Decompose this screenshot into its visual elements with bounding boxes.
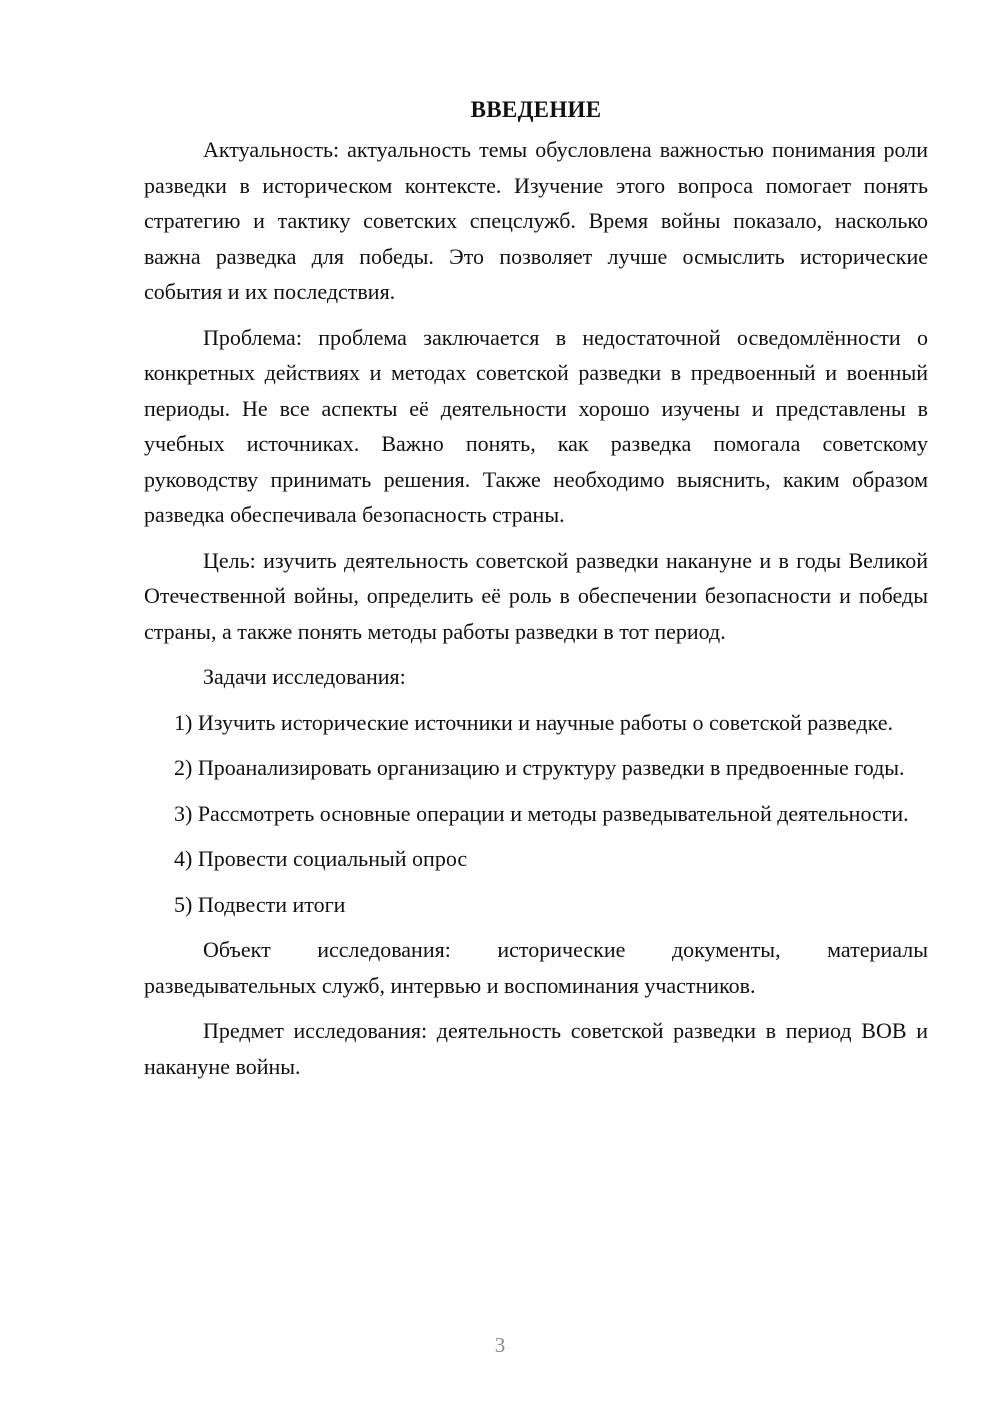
subject-paragraph: Предмет исследования: деятельность советской разведки в период ВОВ и накануне войны. — [144, 1018, 928, 1079]
page-number: 3 — [494, 1333, 506, 1357]
tasks-list — [144, 705, 928, 923]
goal-paragraph: Цель: изучить деятельность советской разведки накануне и в годы Великой Отечественной войны, определить её роль в обеспечении безопасности и победы страны, а также понять методы работы разведки в тот период. — [144, 547, 928, 644]
relevance-paragraph: Актуальность: актуальность темы обусловлена важностью понимания роли разведки в историческом контексте. Изучение этого вопроса помогает понять стратегию и тактику советских спецслужб. Время войны показало, насколько важна разведка для победы. Это позволяет лучше осмыслить исторические события и их последствия. — [144, 137, 928, 304]
task-item-1: 1) Изучить исторические источники и научные работы о советской разведке. — [174, 709, 894, 735]
task-item-4: 4) Провести социальный опрос — [174, 846, 468, 871]
task-item-3: 3) Рассмотреть основные операции и методы разведывательной деятельности. — [174, 800, 909, 826]
document-page — [144, 92, 928, 1094]
object-paragraph: Объект исследования: исторические документы, материалы разведывательных служб, интервью и воспоминания участников. — [144, 937, 928, 998]
problem-paragraph: Проблема: проблема заключается в недостаточной осведомлённости о конкретных действиях и методах советской разведки в предвоенный и военный периоды. Не все аспекты её деятельности хорошо изучены и представлены в учебных источниках. Важно понять, как разведка помогала советскому руководству принимать решения. Также необходимо выяснить, каким образом разведка обеспечивала безопасность страны. — [144, 324, 928, 527]
tasks-heading: Задачи исследования: — [203, 664, 406, 689]
task-item-5: 5) Подвести итоги — [174, 891, 346, 917]
section-title: ВВЕДЕНИЕ — [470, 97, 602, 122]
task-item-2: 2) Проанализировать организацию и структуру разведки в предвоенные годы. — [174, 755, 905, 780]
